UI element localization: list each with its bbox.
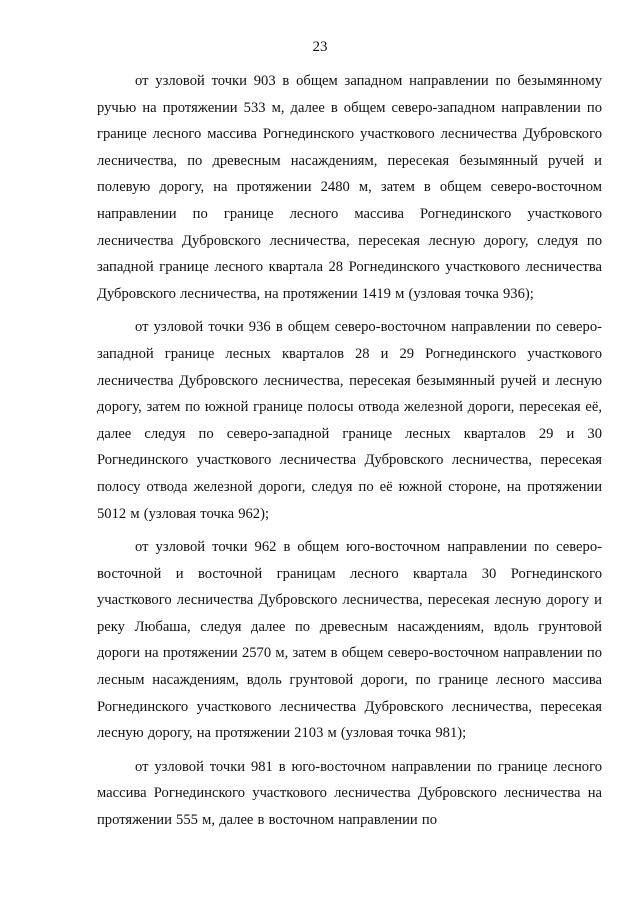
paragraph-1: от узловой точки 903 в общем западном направлении по безымянному ручью на протяжении 533 м, далее в общем северо-западном направлении по границе лесного массива Рогнединского участкового лесничества Дубровского лесничества, по древесным насаждениям, пересекая безымянный ручей и полевую дорогу, на протяжении 2480 м, затем в общем северо-восточном направлении по границе лесного массива Рогнединского участкового лесничества Дубровского лесничества, пересекая лесную дорогу, следуя по западной границе лесного квартала 28 Рогнединского участкового лесничества Дубровского лесничества, на протяжении 1419 м (узловая точка 936); xyxy=(97,73,602,302)
paragraph-3: от узловой точки 962 в общем юго-восточном направлении по северо-восточной и восточной границам лесного квартала 30 Рогнединского участкового лесничества Дубровского лесничества, пересекая лесную дорогу и реку Любаша, следуя далее по древесным насаждениям, вдоль грунтовой дороги на протяжении 2570 м, затем в общем северо-восточном направлении по лесным насаждениям, вдоль грунтовой дороги, по границе лесного массива Рогнединского участкового лесничества Дубровского лесничества, пересекая лесную дорогу, на протяжении 2103 м (узловая точка 981); xyxy=(97,539,602,742)
body-text xyxy=(97,68,602,834)
page-number: 23 xyxy=(312,39,328,55)
paragraph-2: от узловой точки 936 в общем северо-восточном направлении по северо-западной границе лесных кварталов 28 и 29 Рогнединского участкового лесничества Дубровского лесничества, пересекая безымянный ручей и лесную дорогу, затем по южной границе полосы отвода железной дороги, пересекая её, далее следуя по северо-западной границе лесных кварталов 29 и 30 Рогнединского участкового лесничества Дубровского лесничества, пересекая полосу отвода железной дороги, следуя по её южной стороне, на протяжении 5012 м (узловая точка 962); xyxy=(97,319,602,522)
paragraph-4: от узловой точки 981 в юго-восточном направлении по границе лесного массива Рогнединского участкового лесничества Дубровского лесничества на протяжении 555 м, далее в восточном направлении по xyxy=(97,758,602,829)
